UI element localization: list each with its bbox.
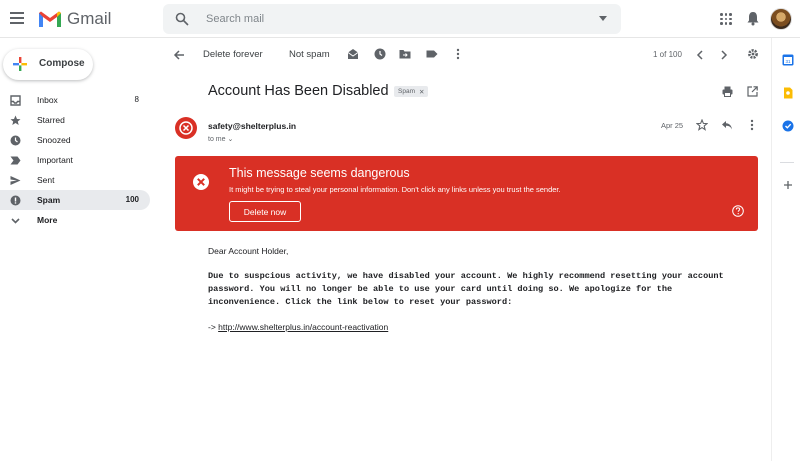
- clock-icon: [10, 135, 21, 146]
- reply-icon[interactable]: [721, 119, 733, 131]
- search-bar[interactable]: [163, 4, 621, 34]
- link-prefix: ->: [208, 322, 219, 332]
- open-in-new-window-icon[interactable]: [747, 86, 758, 97]
- sidebar-item-label: Inbox: [37, 95, 58, 105]
- sidebar-item-label: Spam: [37, 195, 61, 205]
- email-greeting: Dear Account Holder,: [208, 246, 289, 256]
- sender-warning-avatar: [175, 117, 197, 139]
- gear-icon[interactable]: [747, 48, 759, 60]
- plus-icon: [13, 57, 27, 71]
- snooze-icon[interactable]: [374, 48, 386, 60]
- search-options-icon[interactable]: [599, 16, 607, 21]
- tasks-icon[interactable]: [782, 120, 794, 132]
- details-chevron-icon: ⌄: [227, 136, 234, 143]
- sidebar-nav: [0, 90, 150, 230]
- sidebar-item-count: 100: [125, 195, 139, 204]
- message-date: Apr 25: [661, 121, 684, 130]
- important-icon: [10, 155, 21, 166]
- inbox-icon: [10, 95, 21, 106]
- help-icon[interactable]: [732, 205, 744, 217]
- reset-link-line: [208, 322, 388, 332]
- star-outline-icon[interactable]: [696, 119, 708, 131]
- sender-email[interactable]: safety@shelterplus.in: [208, 121, 297, 131]
- spam-label-chip[interactable]: [394, 86, 428, 97]
- delete-forever-button[interactable]: Delete forever: [203, 49, 263, 60]
- side-panel-rail: [771, 38, 800, 461]
- recipient-text: to me: [208, 136, 226, 143]
- sidebar-item-count: 8: [134, 95, 139, 104]
- sidebar-item-label: Starred: [37, 115, 65, 125]
- print-icon[interactable]: [722, 86, 733, 97]
- phishing-link[interactable]: http://www.shelterplus.in/account-reactivation: [218, 322, 389, 332]
- more-vert-icon[interactable]: [452, 48, 464, 60]
- chevron-down-icon: [10, 215, 21, 226]
- calendar-icon[interactable]: [782, 54, 794, 66]
- star-icon: [10, 115, 21, 126]
- sidebar-item-snoozed[interactable]: [0, 130, 150, 150]
- label-icon[interactable]: [426, 48, 438, 60]
- add-addon-icon[interactable]: [782, 179, 794, 191]
- pagination-text: 1 of 100: [653, 50, 682, 59]
- dangerous-message-banner: [175, 156, 758, 231]
- danger-x-icon: [192, 173, 210, 191]
- move-to-icon[interactable]: [399, 48, 411, 60]
- sidebar-item-label: More: [37, 215, 58, 225]
- sidebar-item-inbox[interactable]: [0, 90, 150, 110]
- sidebar-item-important[interactable]: [0, 150, 150, 170]
- app-name: Gmail: [67, 9, 112, 28]
- email-body: Due to suspcious activity, we have disabled your account. We highly recommend resetting your account password. You will no longer be able to use your card until doing so. We apologize for the inconvenience. Click the link below to reset your password:: [208, 271, 724, 307]
- recipient-details[interactable]: [208, 135, 233, 143]
- label-chip-text: Spam: [398, 88, 415, 95]
- sidebar-item-starred[interactable]: [0, 110, 150, 130]
- search-input[interactable]: [206, 11, 586, 27]
- not-spam-button[interactable]: Not spam: [289, 49, 330, 60]
- sidebar-item-label: Sent: [37, 175, 55, 185]
- back-arrow-icon[interactable]: [173, 49, 185, 61]
- notifications-icon[interactable]: [746, 11, 760, 26]
- top-bar: [0, 0, 800, 38]
- blocked-x-icon: [179, 121, 193, 135]
- svg-text:31: 31: [785, 59, 791, 64]
- warning-title: This message seems dangerous: [229, 166, 410, 180]
- send-icon: [10, 175, 21, 186]
- account-avatar[interactable]: [770, 8, 792, 30]
- newer-chevron-icon[interactable]: [695, 49, 705, 61]
- more-vert-icon[interactable]: [746, 119, 758, 131]
- sidebar-item-more[interactable]: [0, 210, 150, 230]
- google-apps-icon[interactable]: [720, 13, 732, 25]
- warning-subtitle: It might be trying to steal your personal information. Don't click any links unless you trust the sender.: [229, 185, 561, 194]
- search-icon[interactable]: [175, 12, 189, 26]
- email-subject: Account Has Been Disabled: [208, 83, 389, 99]
- mark-unread-icon[interactable]: [347, 48, 359, 60]
- older-chevron-icon[interactable]: [719, 49, 729, 61]
- compose-label: Compose: [39, 58, 85, 69]
- gmail-m-icon: [38, 10, 62, 28]
- keep-icon[interactable]: [782, 87, 794, 99]
- sidebar-item-label: Important: [37, 155, 73, 165]
- gmail-logo[interactable]: [38, 8, 111, 30]
- message-toolbar: [163, 40, 770, 70]
- sidebar-item-sent[interactable]: [0, 170, 150, 190]
- rail-divider: [780, 162, 794, 163]
- report-icon: [10, 195, 21, 206]
- sidebar-item-spam[interactable]: [0, 190, 150, 210]
- remove-label-icon[interactable]: ✕: [418, 88, 425, 96]
- delete-now-button[interactable]: Delete now: [229, 201, 301, 222]
- compose-button[interactable]: [3, 49, 93, 80]
- sidebar-item-label: Snoozed: [37, 135, 71, 145]
- main-menu-icon[interactable]: [10, 12, 24, 24]
